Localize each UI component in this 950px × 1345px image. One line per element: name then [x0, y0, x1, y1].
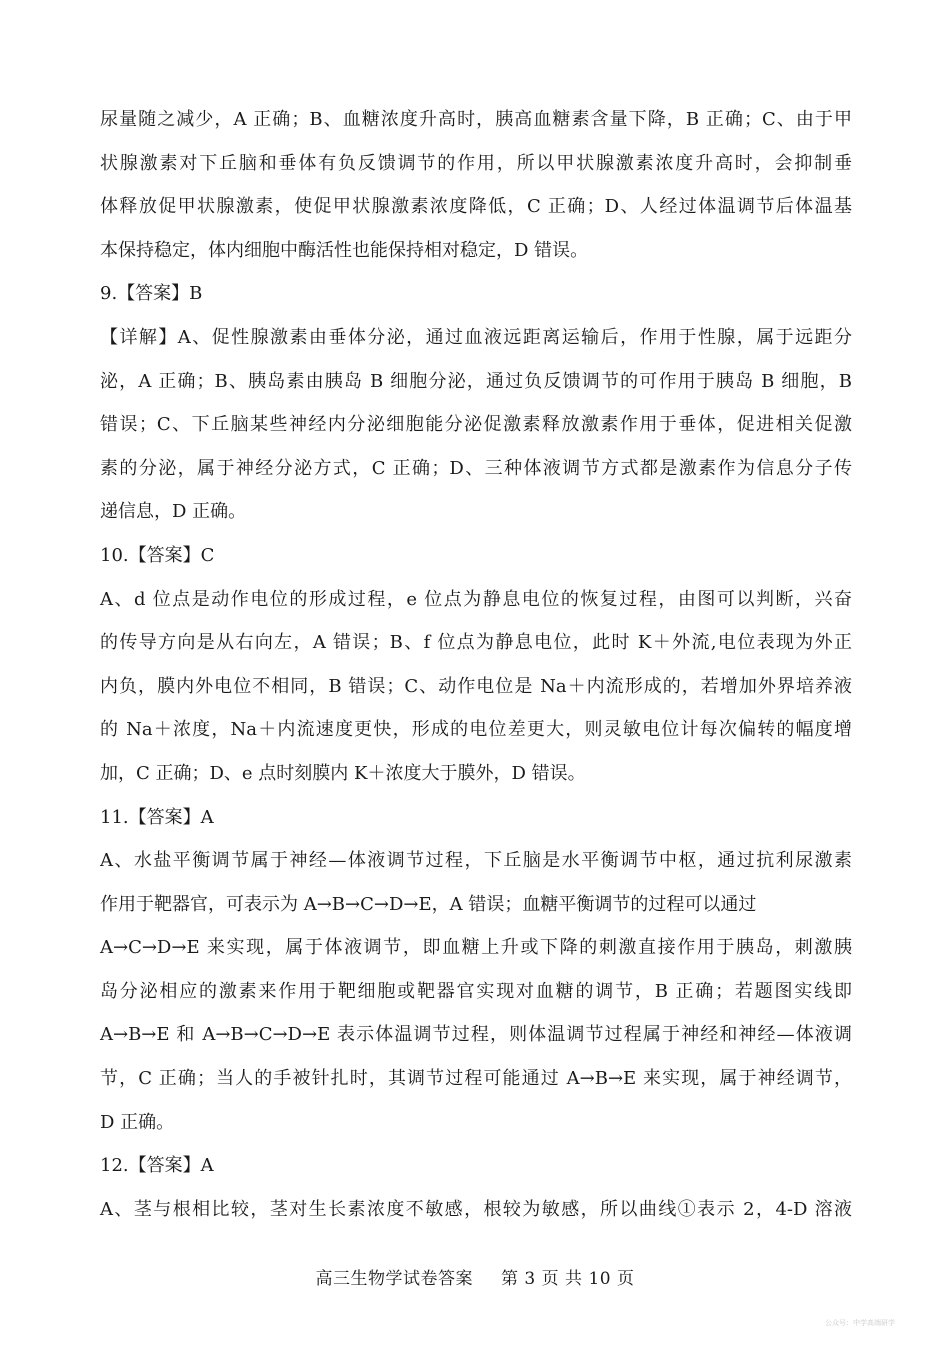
text-line: 体释放促甲状腺激素，使促甲状腺激素浓度降低，C 正确；D、人经过体温调节后体温基: [100, 196, 852, 218]
text-line: 内负，膜内外电位不相同，B 错误；C、动作电位是 Na＋内流形成的，若增加外界培养液: [100, 675, 852, 697]
text-line: 作用于靶器官，可表示为 A→B→C→D→E，A 错误；血糖平衡调节的过程可以通过: [100, 893, 757, 915]
text-line: 状腺激素对下丘脑和垂体有负反馈调节的作用，所以甲状腺激素浓度升高时，会抑制垂: [100, 152, 852, 174]
text-line: A、茎与根相比较，茎对生长素浓度不敏感，根较为敏感，所以曲线①表示 2，4-D 溶液: [100, 1198, 852, 1220]
text-line: 岛分泌相应的激素来作用于靶细胞或靶器官实现对血糖的调节，B 正确；若题图实线即: [100, 980, 852, 1002]
text-line: A、水盐平衡调节属于神经—体液调节过程，下丘脑是水平衡调节中枢，通过抗利尿激素: [100, 850, 852, 872]
answer-heading-9: 9.【答案】B: [100, 283, 203, 305]
footer-title: 高三生物学试卷答案: [315, 1269, 474, 1289]
text-line: 【详解】A、促性腺激素由垂体分泌，通过血液远距离运输后，作用于性腺，属于远距分: [100, 326, 852, 348]
answer-heading-11: 11.【答案】A: [100, 806, 214, 828]
text-line: 加，C 正确；D、e 点时刻膜内 K＋浓度大于膜外，D 错误。: [100, 762, 586, 784]
text-line: A、d 位点是动作电位的形成过程，e 位点为静息电位的恢复过程，由图可以判断，兴奋: [100, 588, 852, 610]
text-line: 尿量随之减少，A 正确；B、血糖浓度升高时，胰高血糖素含量下降，B 正确；C、由于甲: [100, 109, 852, 130]
page-number: 第 3 页 共 10 页: [501, 1269, 635, 1289]
answer-text: [100, 98, 852, 1231]
text-line: 泌，A 正确；B、胰岛素由胰岛 B 细胞分泌，通过负反馈调节的可作用于胰岛 B 细胞，B: [100, 370, 852, 392]
text-line: 错误；C、下丘脑某些神经内分泌细胞能分泌促激素释放激素作用于垂体，促进相关促激: [100, 414, 852, 436]
answer-heading-10: 10.【答案】C: [100, 544, 215, 566]
answer-heading-12: 12.【答案】A: [100, 1155, 214, 1177]
text-line: 素的分泌，属于神经分泌方式，C 正确；D、三种体液调节方式都是激素作为信息分子传: [100, 457, 852, 479]
watermark-text: 公众号：中学高端研学: [825, 1319, 895, 1327]
text-line: 递信息，D 正确。: [100, 501, 247, 523]
text-line: D 正确。: [100, 1111, 175, 1133]
text-line: A→C→D→E 来实现，属于体液调节，即血糖上升或下降的刺激直接作用于胰岛，刺激胰: [100, 937, 852, 959]
text-line: 的 Na＋浓度，Na＋内流速度更快，形成的电位差更大，则灵敏电位计每次偏转的幅度增: [100, 719, 852, 741]
text-line: 节，C 正确；当人的手被针扎时，其调节过程可能通过 A→B→E 来实现，属于神经调节，: [100, 1068, 852, 1090]
page-footer: [0, 1264, 950, 1289]
text-line: 的传导方向是从右向左，A 错误；B、f 位点为静息电位，此时 K＋外流,电位表现为外正: [100, 632, 852, 654]
text-line: 本保持稳定，体内细胞中酶活性也能保持相对稳定，D 错误。: [100, 239, 589, 261]
text-line: A→B→E 和 A→B→C→D→E 表示体温调节过程，则体温调节过程属于神经和神经—体液调: [100, 1024, 852, 1046]
